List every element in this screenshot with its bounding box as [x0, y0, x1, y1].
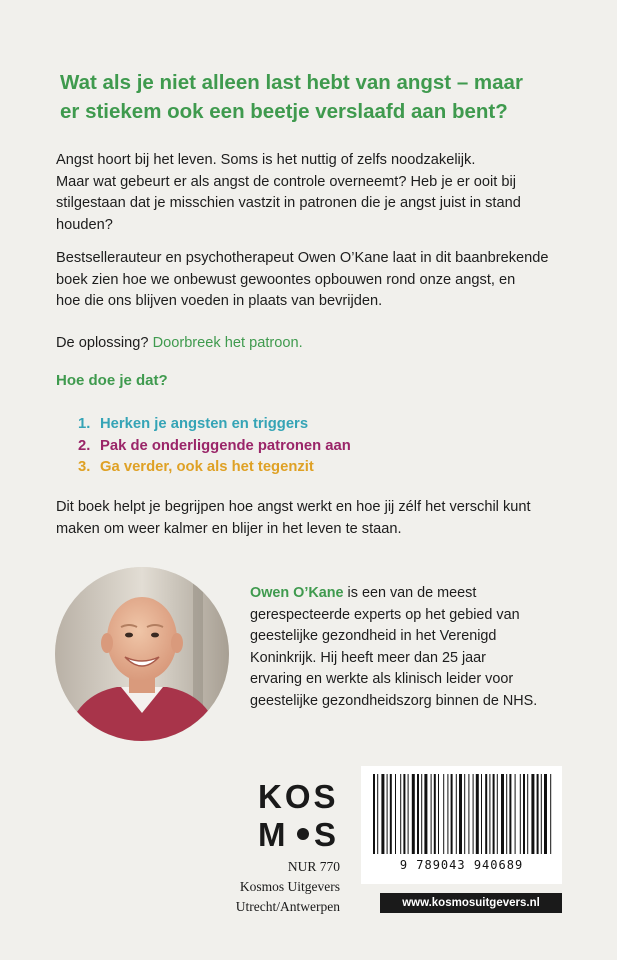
- barcode-bar: [497, 774, 498, 854]
- text-line: Bestsellerauteur en psychotherapeut Owen O’Kane laat in dit baanbrekende: [56, 250, 549, 266]
- step-3: [78, 457, 351, 479]
- barcode-bar: [501, 774, 504, 854]
- step-1: [78, 414, 351, 436]
- barcode-bar: [400, 774, 401, 854]
- barcode-bar: [485, 774, 487, 854]
- solution-lead: De oplossing?: [56, 335, 149, 351]
- solution-line: [56, 333, 566, 355]
- text-line: houden?: [56, 216, 113, 233]
- step-text: Ga verder, ook als het tegenzit: [100, 459, 314, 475]
- barcode-bar: [408, 774, 409, 854]
- barcode-bar: [381, 774, 384, 854]
- steps-list: [78, 414, 351, 479]
- publisher-city: Utrecht/Antwerpen: [235, 899, 340, 914]
- nur-code: NUR 770: [287, 859, 340, 874]
- text-line: hoe die ons blijven voeden in plaats van bevrijden.: [56, 293, 383, 309]
- barcode-bar: [537, 774, 539, 854]
- bio-line: ervaring en werkte als klinisch leider voor: [250, 671, 514, 687]
- text-line: boek zien hoe we onbewust gewoontes opbouwen rond onze angst, en: [56, 271, 516, 288]
- barcode-bar: [520, 774, 521, 854]
- barcode-bar: [544, 774, 547, 854]
- svg-text:S: S: [314, 816, 337, 850]
- barcode-bar: [390, 774, 392, 854]
- barcode-bar: [509, 774, 511, 854]
- barcode-bar: [527, 774, 528, 854]
- barcode-bar: [438, 774, 439, 854]
- intro-paragraph: [56, 150, 566, 236]
- barcode-bar: [531, 774, 534, 854]
- barcode-bars: [361, 766, 562, 856]
- text-line: Maar wat gebeurt er als angst de controle overneemt? Heb je er ooit bij: [56, 173, 516, 190]
- publisher-url: www.kosmosuitgevers.nl: [380, 893, 562, 913]
- step-number: 3.: [78, 459, 91, 475]
- text-line: stilgestaan dat je misschien vastzit in patronen die je angst juist in stand: [56, 195, 521, 211]
- closing-paragraph: [56, 497, 566, 540]
- barcode-bar: [459, 774, 462, 854]
- barcode-bar: [476, 774, 479, 854]
- barcode-bar: [447, 774, 448, 854]
- author-photo: [55, 567, 229, 741]
- publisher-logo: [258, 780, 348, 850]
- barcode-bar: [541, 774, 542, 854]
- barcode-bar: [456, 774, 457, 854]
- isbn-digits: 9 789043 940689: [399, 858, 524, 872]
- author-portrait-illustration: [55, 567, 229, 741]
- barcode-bar: [395, 774, 396, 854]
- barcode-bar: [481, 774, 482, 854]
- step-number: 2.: [78, 437, 91, 454]
- headline-line-2: er stiekem ook een beetje verslaafd aan bent?: [60, 100, 508, 123]
- barcode-bar: [443, 774, 444, 854]
- step-text: Herken je angsten en triggers: [100, 416, 309, 432]
- barcode-bar: [489, 774, 490, 854]
- publisher-name: Kosmos Uitgevers: [239, 879, 340, 894]
- svg-text:M: M: [258, 816, 286, 850]
- barcode-bar: [373, 774, 375, 854]
- text-line: maken om weer kalmer en blijer in het leven te staan.: [56, 520, 402, 537]
- text-line: Dit boek helpt je begrijpen hoe angst werkt en hoe jij zélf het verschil kunt: [56, 499, 531, 515]
- bio-line: geestelijke gezondheidszorg binnen de NHS.: [250, 692, 538, 709]
- bio-line: Koninkrijk. Hij heeft meer dan 25 jaar: [250, 649, 486, 666]
- bio-line: gerespecteerde experts op het gebied van: [250, 606, 520, 623]
- barcode-bar: [506, 774, 507, 854]
- barcode-bar: [473, 774, 474, 854]
- step-2: [78, 436, 351, 458]
- barcode-bar: [387, 774, 388, 854]
- barcode-bar: [468, 774, 469, 854]
- how-to-subhead: Hoe doe je dat?: [56, 372, 168, 389]
- barcode-bar: [424, 774, 427, 854]
- headline-line-1: Wat als je niet alleen last hebt van angst – maar: [60, 71, 523, 94]
- publisher-imprint: [236, 857, 340, 917]
- barcode-bar: [421, 774, 422, 854]
- back-cover-headline: [60, 68, 580, 126]
- text-line: Angst hoort bij het leven. Soms is het nuttig of zelfs noodzakelijk.: [56, 152, 476, 168]
- barcode-bar: [493, 774, 495, 854]
- bio-text: is een van de meest: [343, 585, 477, 601]
- solution-accent: Doorbreek het patroon.: [152, 335, 303, 351]
- barcode-bar: [377, 774, 378, 854]
- barcode-bar: [412, 774, 415, 854]
- author-bio: [250, 583, 580, 712]
- barcode-bar: [515, 774, 516, 854]
- bio-line: geestelijke gezondheid in het Verenigd: [250, 628, 497, 644]
- step-text: Pak de onderliggende patronen aan: [100, 437, 351, 454]
- bio-line: [250, 583, 580, 605]
- barcode-bar: [523, 774, 525, 854]
- barcode-bar: [464, 774, 465, 854]
- author-name: Owen O’Kane: [250, 585, 344, 601]
- barcode-bar: [550, 774, 551, 854]
- barcode-bar: [434, 774, 436, 854]
- kosmos-logo-icon: [258, 780, 348, 850]
- step-number: 1.: [78, 416, 91, 432]
- author-intro-paragraph: [56, 248, 566, 313]
- barcode-bar: [431, 774, 432, 854]
- barcode-bar: [451, 774, 453, 854]
- barcode-bar: [417, 774, 419, 854]
- barcode-bar: [403, 774, 405, 854]
- svg-text:KOS: KOS: [258, 780, 339, 815]
